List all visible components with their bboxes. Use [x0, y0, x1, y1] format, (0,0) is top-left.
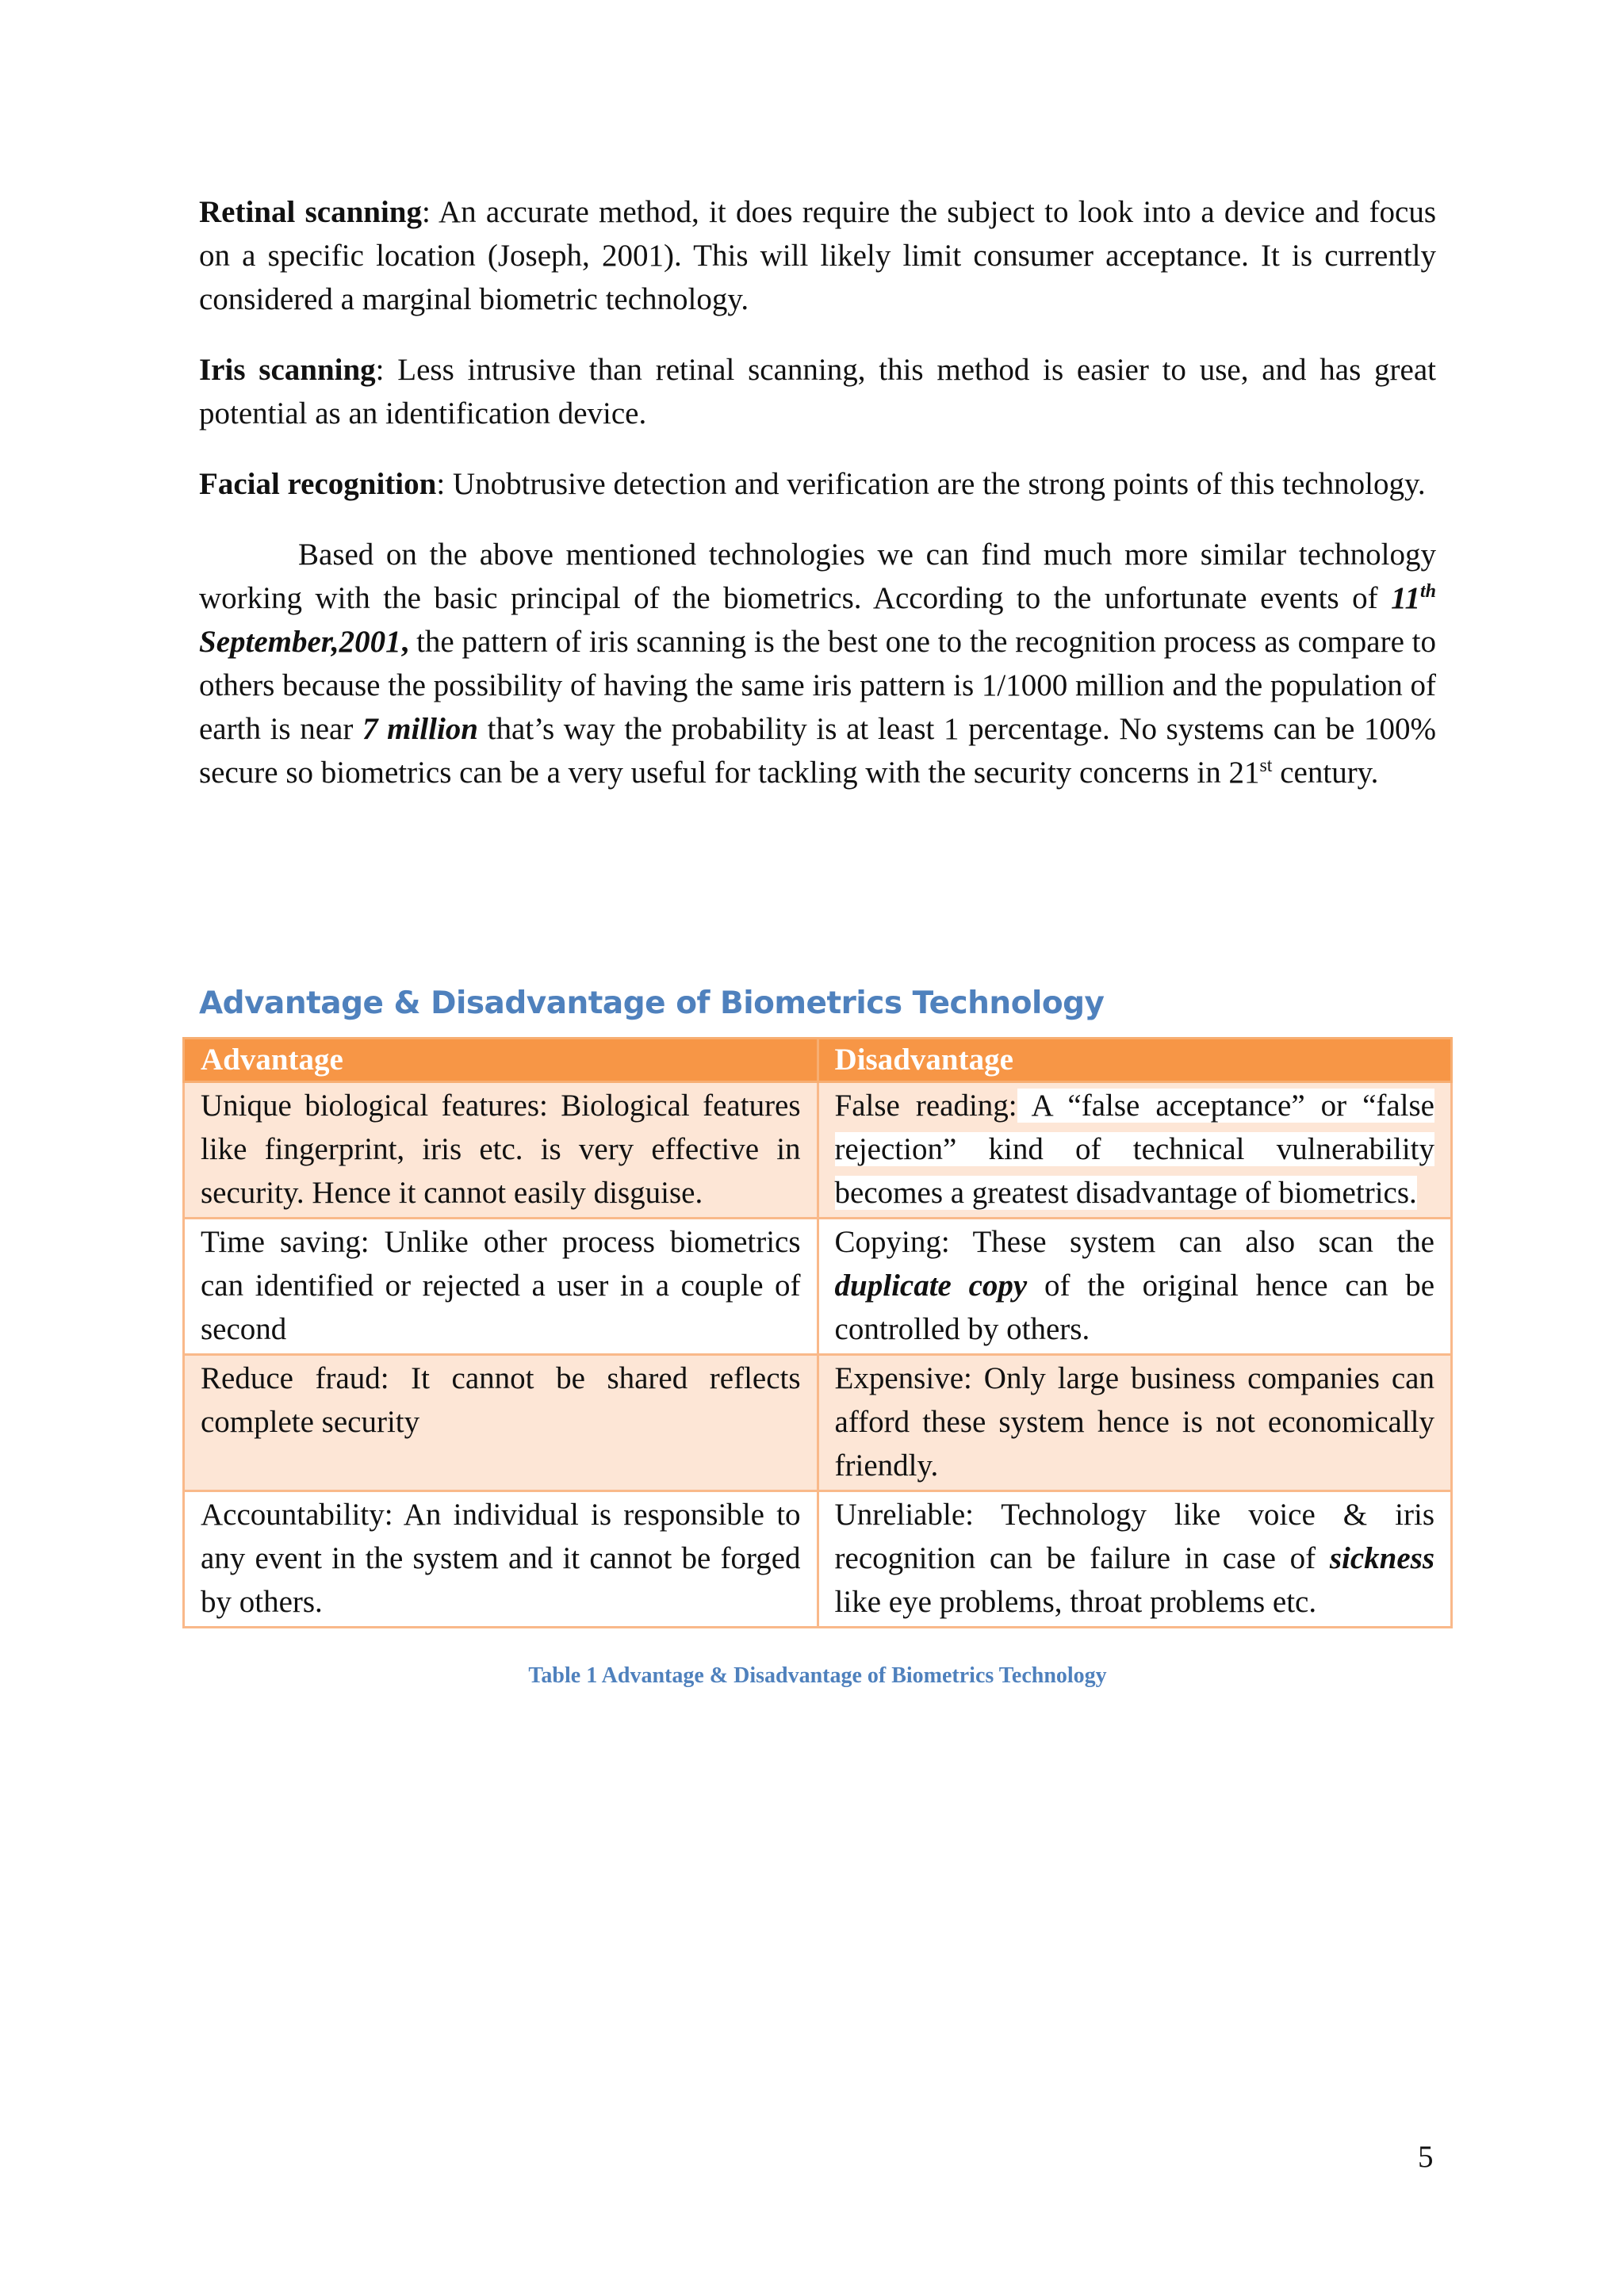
page-number: 5 [1418, 2140, 1434, 2174]
based-text-part4: century. [1272, 756, 1379, 790]
paragraph-iris-scanning [199, 348, 1436, 435]
iris-scanning-text: : Less intrusive than retinal scanning, this method is easier to use, and has great potential as an identification device. [199, 353, 1436, 430]
body-text [199, 190, 1436, 821]
disadvantage-text-a: Copying: These system can also scan the [834, 1225, 1434, 1259]
paragraph-based-on-technologies [199, 533, 1436, 794]
table-row [184, 1355, 1452, 1491]
cell-advantage: Accountability: An individual is responsible to any event in the system and it cannot be forged by others. [184, 1491, 818, 1628]
term-iris-scanning: Iris scanning [199, 353, 376, 387]
table-row [184, 1219, 1452, 1355]
cell-advantage: Unique biological features: Biological features like fingerprint, iris etc. is very effective in security. Hence it cannot easily disguise. [184, 1082, 818, 1219]
facial-recognition-text: : Unobtrusive detection and verification are the strong points of this technology. [436, 467, 1426, 501]
disadvantage-emphasis: duplicate copy [834, 1269, 1028, 1303]
date-rest: September,2001 [199, 625, 401, 659]
retinal-scanning-text: : An accurate method, it does require the subject to look into a device and focus on a specific location (Joseph, 2001). This will likely limit consumer acceptance. It is currently considered a marginal biometric technology. [199, 195, 1437, 316]
term-retinal-scanning: Retinal scanning [199, 195, 422, 229]
disadvantage-highlighted-text: A “false acceptance” or “false rejection” kind of technical vulnerability becomes a greatest disadvantage of biometrics. [834, 1089, 1434, 1210]
based-text-part1: Based on the above mentioned technologies we can find much more similar technology working with the basic principal of the biometrics. According to the unfortunate events of [199, 538, 1436, 615]
cell-disadvantage: Expensive: Only large business companies can afford these system hence is not economically friendly. [818, 1355, 1451, 1491]
paragraph-facial-recognition [199, 462, 1436, 506]
section-heading: Advantage & Disadvantage of Biometrics Technology [199, 985, 1105, 1021]
table-header-row [184, 1039, 1452, 1082]
century-superscript: st [1259, 756, 1273, 776]
advantage-disadvantage-table [182, 1037, 1453, 1628]
cell-disadvantage [818, 1219, 1451, 1355]
cell-disadvantage [818, 1082, 1451, 1219]
disadvantage-text-a: Unreliable: Technology like voice & iris recognition can be failure in case of [834, 1498, 1434, 1575]
table-row [184, 1082, 1452, 1219]
disadvantage-emphasis: sickness [1329, 1541, 1434, 1575]
table-row [184, 1491, 1452, 1628]
cell-advantage: Reduce fraud: It cannot be shared reflects complete security [184, 1355, 818, 1491]
paragraph-retinal-scanning [199, 190, 1436, 321]
based-text-part3: that’s way the probability is at least 1 percentage. No systems can be 100% secure so biometrics can be a very useful for tackling with the security concerns in 21 [199, 712, 1436, 790]
population-figure: 7 million [362, 712, 478, 746]
disadvantage-label: False reading: [834, 1089, 1017, 1123]
header-advantage: Advantage [184, 1039, 818, 1082]
date-comma: , [400, 625, 409, 659]
based-text-part2: the pattern of iris scanning is the best one to the recognition process as compare to others because the possibility of having the same iris pattern is 1/1000 million and the population of earth is near [199, 625, 1436, 746]
cell-disadvantage [818, 1491, 1451, 1628]
disadvantage-text-b: of the original hence can be controlled by others. [834, 1269, 1435, 1346]
table-caption: Table 1 Advantage & Disadvantage of Biometrics Technology [528, 1663, 1107, 1688]
term-facial-recognition: Facial recognition [199, 467, 437, 501]
disadvantage-text-b: like eye problems, throat problems etc. [834, 1585, 1317, 1619]
cell-advantage: Time saving: Unlike other process biometrics can identified or rejected a user in a couple of second [184, 1219, 818, 1355]
header-disadvantage: Disadvantage [818, 1039, 1451, 1082]
date-superscript: th [1419, 581, 1436, 602]
date-day: 11 [1391, 581, 1420, 615]
